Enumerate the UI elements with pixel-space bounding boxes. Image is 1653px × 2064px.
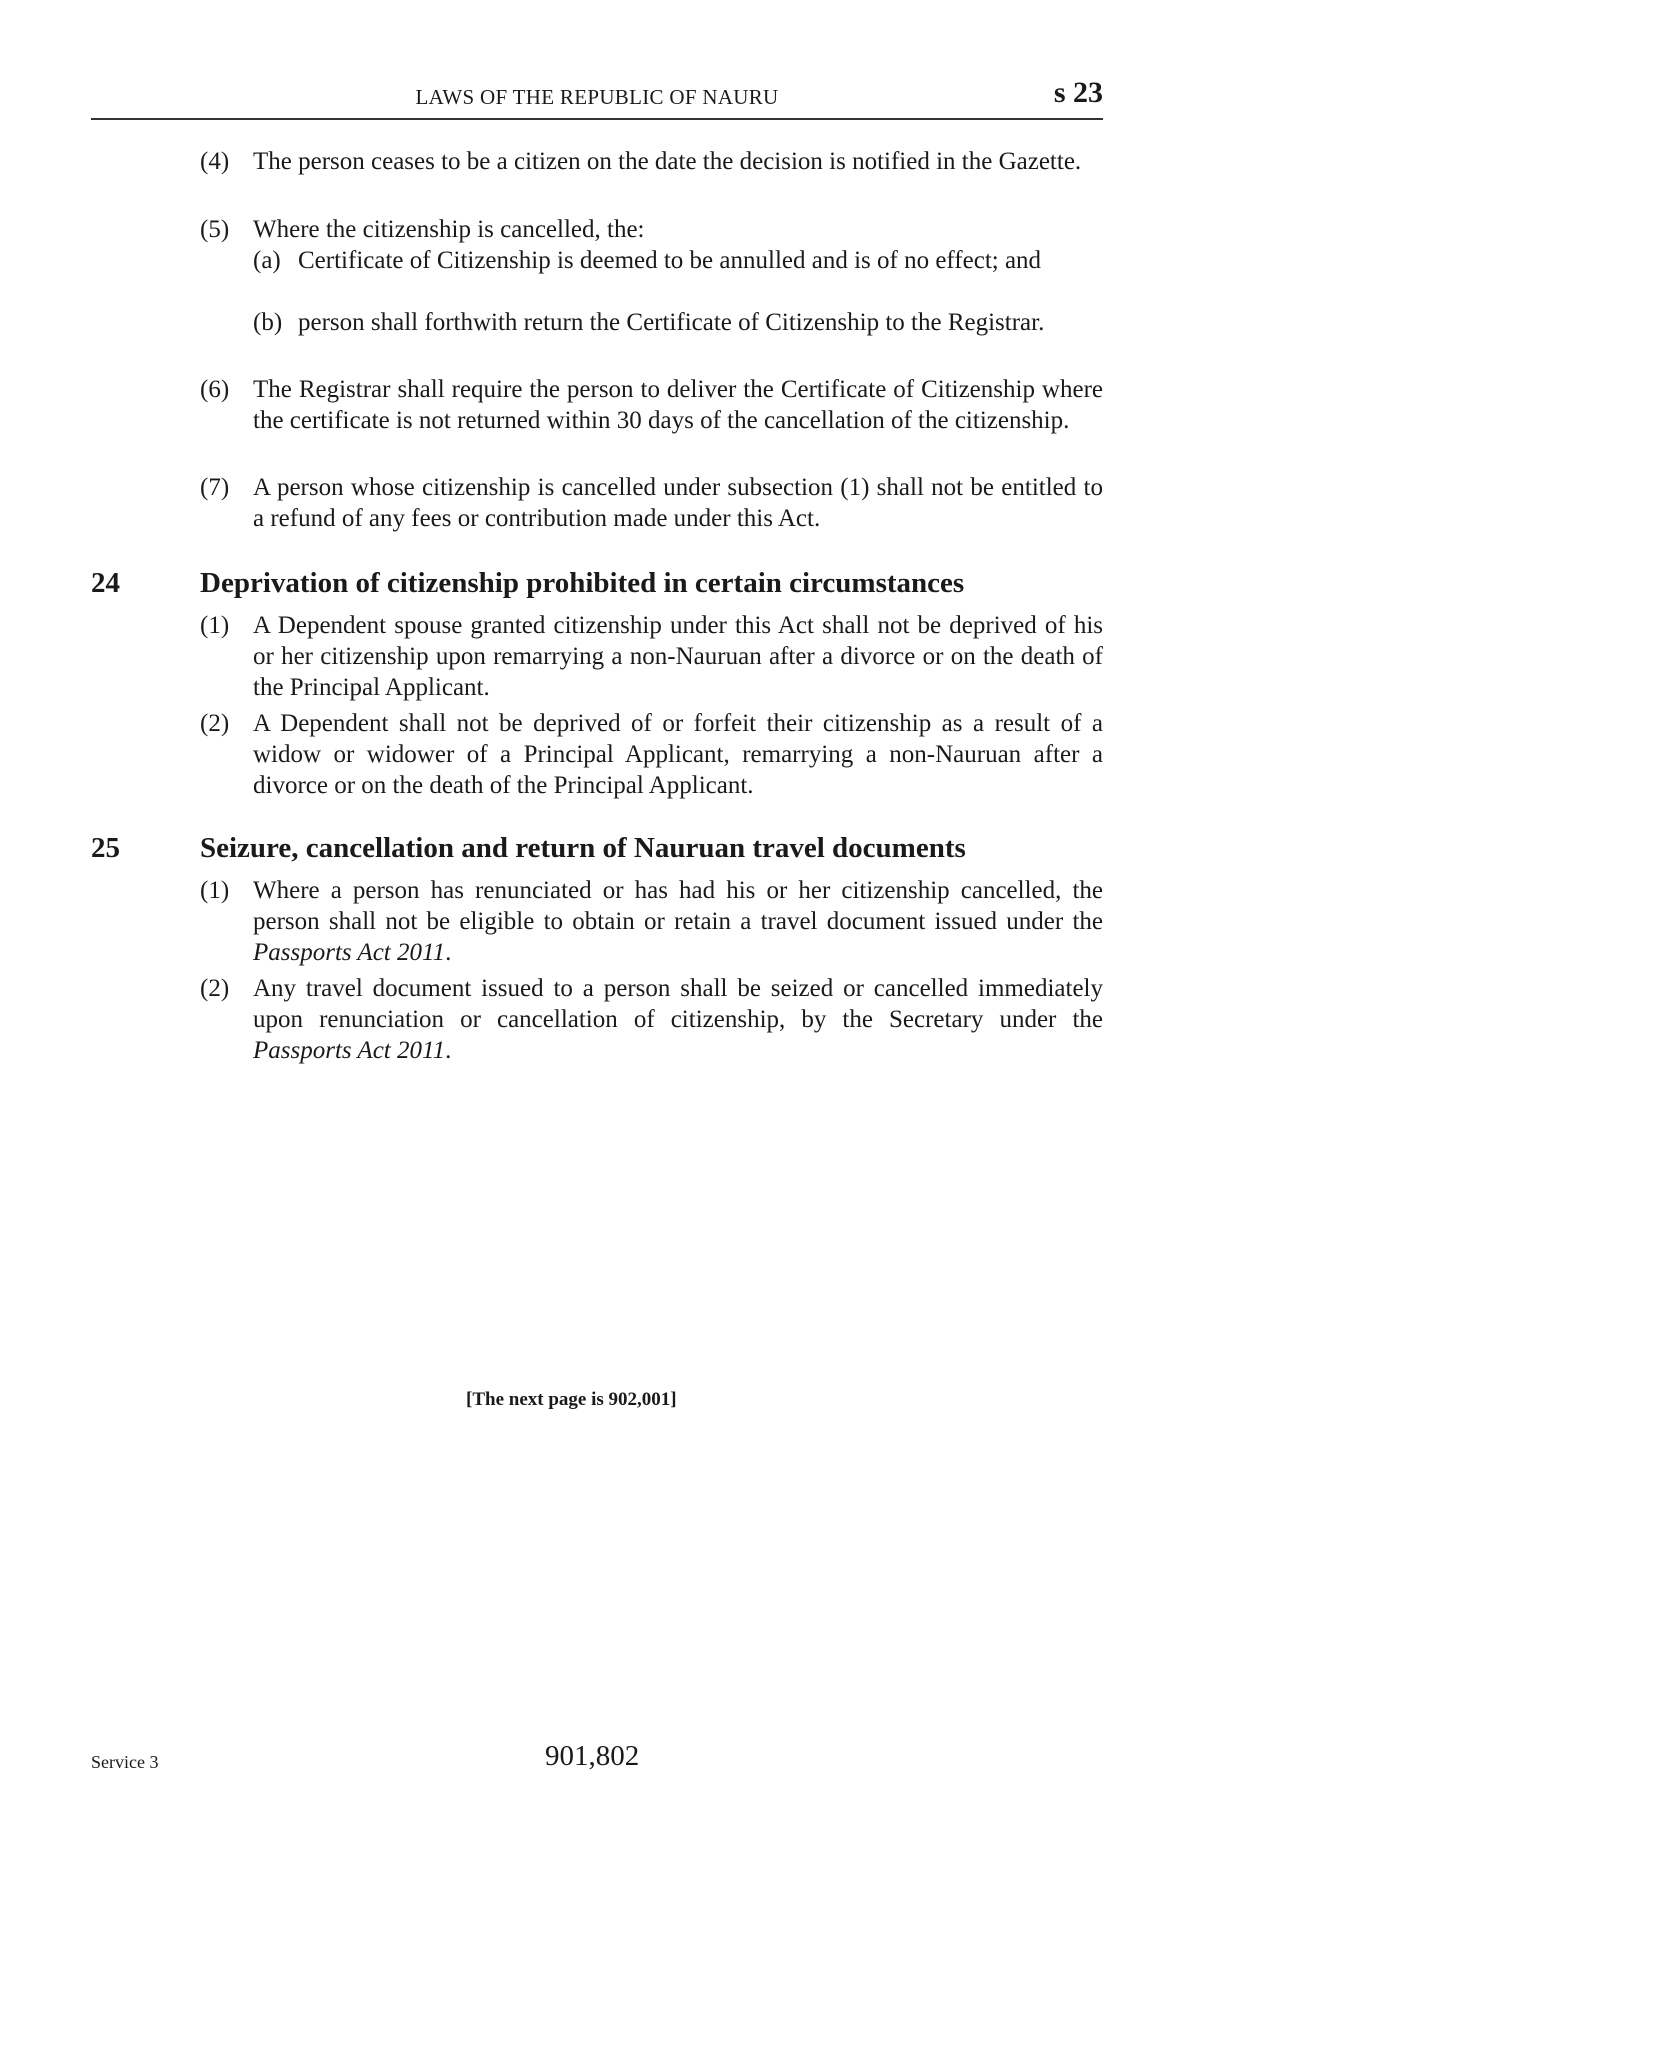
page-number: 901,802 (545, 1740, 640, 1772)
subsection-text (253, 973, 1103, 1066)
paragraph-text: Certificate of Citizenship is deemed to be annulled and is of no effect; and (298, 247, 1042, 274)
subsection-number: (2) (200, 975, 230, 1002)
subsection-text: The Registrar shall require the person to deliver the Certificate of Citizenship where the certificate is not returned within 30 days of the cancellation of the citizenship. (253, 376, 1103, 434)
subsection-number: (4) (200, 148, 230, 175)
section-heading-24: Deprivation of citizenship prohibited in certain circumstances (200, 567, 965, 599)
act-title-italic: Passports Act 2011 (253, 939, 446, 966)
subsection-text-body: Any travel document issued to a person shall be seized or cancelled immediately upon renunciation or cancellation of citizenship, by the Secretary under the (253, 975, 1103, 1033)
subsection-4 (200, 146, 1103, 177)
paragraph-letter: (a) (253, 247, 281, 274)
next-page-note: [The next page is 902,001] (466, 1389, 677, 1410)
subsection-text-body: Where a person has renunciated or has had his or her citizenship cancelled, the person shall not be eligible to obtain or retain a travel document issued under the (253, 877, 1103, 935)
section-25-subsection-2 (200, 973, 1103, 1066)
subsection-text: A person whose citizenship is cancelled under subsection (1) shall not be entitled to a refund of any fees or contribution made under this Act. (253, 474, 1103, 532)
subsection-number: (1) (200, 877, 230, 904)
subsection-text (253, 875, 1103, 968)
subsection-text-end: . (445, 1037, 452, 1064)
subsection-number: (2) (200, 710, 230, 737)
paragraph-text: person shall forthwith return the Certificate of Citizenship to the Registrar. (298, 309, 1045, 336)
section-number-24: 24 (91, 567, 120, 599)
paragraph-letter: (b) (253, 309, 283, 336)
act-title-italic: Passports Act 2011 (253, 1037, 446, 1064)
running-header (91, 72, 1103, 120)
section-heading-25: Seizure, cancellation and return of Nauruan travel documents (200, 832, 966, 864)
subsection-text: Where the citizenship is cancelled, the: (253, 216, 645, 243)
subsection-number: (5) (200, 216, 230, 243)
subsection-5 (200, 214, 1103, 245)
paragraph-a (253, 245, 1103, 276)
subsection-text: A Dependent spouse granted citizenship under this Act shall not be deprived of his or her citizenship upon remarrying a non-Nauruan after a divorce or on the death of the Principal Applicant. (253, 612, 1103, 701)
subsection-number: (1) (200, 612, 230, 639)
section-24-subsection-2 (200, 708, 1103, 801)
subsection-number: (6) (200, 376, 230, 403)
section-number-25: 25 (91, 832, 120, 864)
header-section-number: s 23 (1053, 76, 1103, 109)
section-24-subsection-1 (200, 610, 1103, 703)
subsection-text: The person ceases to be a citizen on the date the decision is notified in the Gazette. (253, 148, 1082, 175)
subsection-7 (200, 472, 1103, 534)
section-25-subsection-1 (200, 875, 1103, 968)
subsection-6 (200, 374, 1103, 436)
subsection-text-end: . (445, 939, 452, 966)
subsection-number: (7) (200, 474, 230, 501)
service-label: Service 3 (91, 1752, 159, 1772)
paragraph-b (253, 307, 1103, 338)
subsection-text: A Dependent shall not be deprived of or forfeit their citizenship as a result of a widow or widower of a Principal Applicant, remarrying a non-Nauruan after a divorce or on the death of the Principal Applicant. (253, 710, 1103, 799)
header-title: LAWS OF THE REPUBLIC OF NAURU (415, 85, 779, 109)
